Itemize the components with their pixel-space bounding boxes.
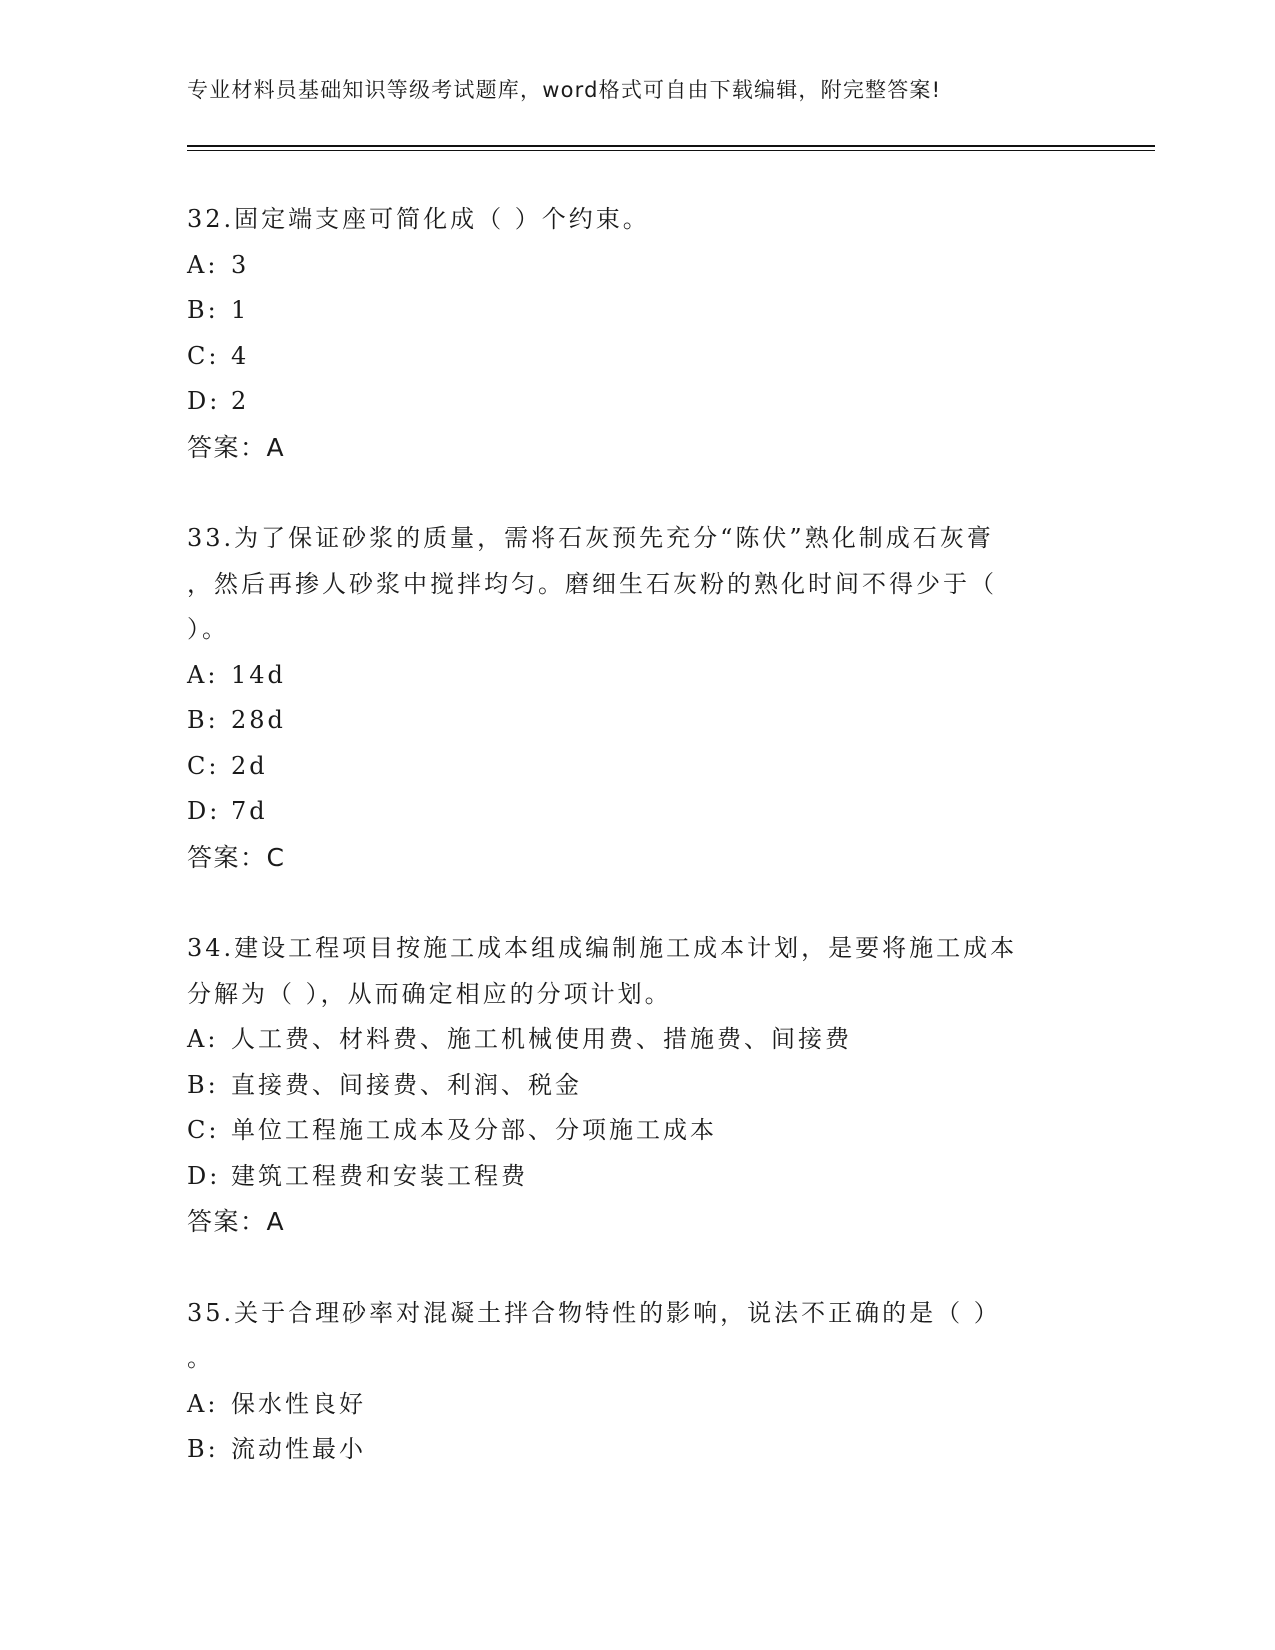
question-stem-line: ）。 <box>187 615 229 643</box>
option-label: A: <box>187 1389 219 1418</box>
option-label: A: <box>187 250 219 279</box>
option-text: 14d <box>231 660 286 689</box>
page-header: 专业材料员基础知识等级考试题库，word格式可自由下载编辑，附完整答案! <box>187 78 942 102</box>
answer-line: 答案：C <box>187 842 286 872</box>
answer-line: 答案：A <box>187 1207 286 1236</box>
option-text: 单位工程施工成本及分部、分项施工成本 <box>231 1116 717 1144</box>
option-text: 28d <box>231 706 286 734</box>
option-d <box>187 1154 1087 1200</box>
option-label: C: <box>187 751 220 780</box>
header-divider <box>187 145 1155 151</box>
question-stem-line: 34.建设工程项目按施工成本组成编制施工成本计划，是要将施工成本 <box>187 934 1018 962</box>
option-text: 4 <box>231 341 250 370</box>
option-label: B: <box>187 296 219 324</box>
question-34 <box>187 926 1087 1245</box>
option-label: B: <box>187 1435 219 1463</box>
option-label: C: <box>187 1116 220 1144</box>
option-label: B: <box>187 706 219 734</box>
option-b <box>187 1063 1087 1109</box>
option-text: 3 <box>231 250 250 279</box>
option-text: 人工费、材料费、施工机械使用费、措施费、间接费 <box>231 1025 852 1053</box>
option-label: B: <box>187 1070 219 1099</box>
question-stem-line: 32.固定端支座可简化成（ ）个约束。 <box>187 205 650 233</box>
question-list <box>187 197 1087 1519</box>
option-a <box>187 1017 1087 1063</box>
question-33 <box>187 516 1087 880</box>
option-text: 直接费、间接费、利润、税金 <box>231 1070 582 1099</box>
option-a <box>187 1382 1087 1428</box>
question-stem-line: ，然后再掺人砂浆中搅拌均匀。磨细生石灰粉的熟化时间不得少于（ <box>187 569 997 598</box>
question-35 <box>187 1291 1087 1473</box>
option-a <box>187 243 1087 289</box>
option-text: 7d <box>231 797 268 825</box>
option-text: 建筑工程费和安装工程费 <box>231 1161 528 1190</box>
question-stem-line: 。 <box>187 1344 214 1372</box>
option-b <box>187 698 1087 744</box>
question-32 <box>187 197 1087 470</box>
question-stem-line: 分解为（ ），从而确定相应的分项计划。 <box>187 979 672 1008</box>
option-text: 2 <box>231 387 250 415</box>
option-label: D: <box>187 797 221 825</box>
option-a <box>187 653 1087 699</box>
question-stem-line: 33.为了保证砂浆的质量，需将石灰预先充分“陈伏”熟化制成石灰膏 <box>187 524 994 552</box>
answer-line: 答案：A <box>187 432 286 462</box>
option-text: 流动性最小 <box>231 1435 366 1463</box>
option-text: 保水性良好 <box>231 1389 366 1418</box>
question-stem-line: 35.关于合理砂率对混凝土拌合物特性的影响，说法不正确的是（ ） <box>187 1298 1001 1327</box>
option-d <box>187 379 1087 425</box>
option-c <box>187 334 1087 380</box>
option-text: 2d <box>231 751 268 780</box>
option-b <box>187 1427 1087 1473</box>
option-d <box>187 789 1087 835</box>
option-c <box>187 744 1087 790</box>
option-label: C: <box>187 341 220 370</box>
option-c <box>187 1108 1087 1154</box>
option-label: D: <box>187 1161 221 1190</box>
option-label: A: <box>187 660 219 689</box>
option-label: A: <box>187 1025 219 1053</box>
option-label: D: <box>187 387 221 415</box>
option-text: 1 <box>231 296 250 324</box>
option-b <box>187 288 1087 334</box>
